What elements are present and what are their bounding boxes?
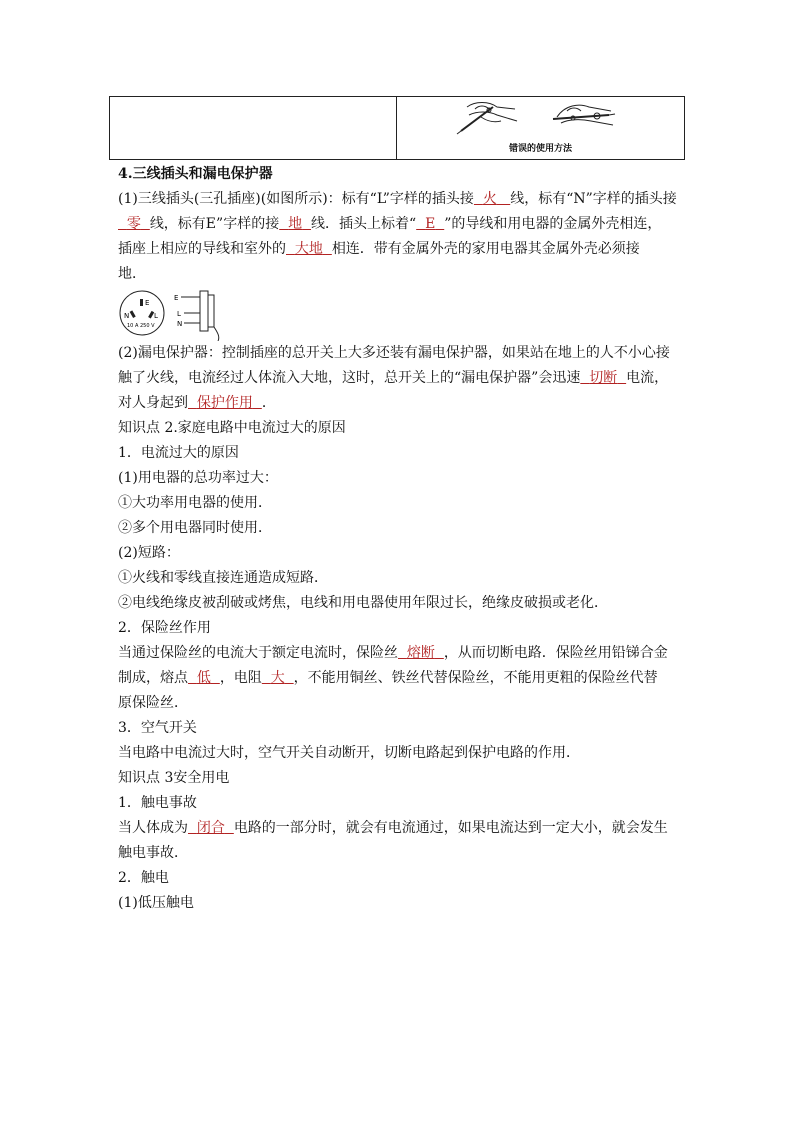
subheading: 3．空气开关 [118, 720, 197, 736]
answer-blank: 低 [196, 670, 211, 686]
socket-label-e: E [145, 299, 150, 307]
subheading: 1．触电事故 [118, 795, 197, 811]
paragraph-line: 对人身起到 保护作用 ． [118, 395, 276, 411]
paragraph-line: 当通过保险丝的电流大于额定电流时，保险丝 熔断 ，从而切断电路．保险丝用铅锑合金 [118, 645, 668, 661]
top-table [109, 96, 685, 160]
socket-label-l: L [154, 312, 158, 320]
paragraph-line: 原保险丝． [118, 695, 188, 711]
subheading: 2．触电 [118, 870, 169, 886]
paragraph-line: (2)漏电保护器：控制插座的总开关上大多还装有漏电保护器，如果站在地上的人不小心接 [118, 345, 670, 361]
paragraph-line: (1)用电器的总功率过大： [118, 470, 278, 486]
answer-blank: 地 [288, 216, 303, 232]
knowledge-point-heading: 知识点 2.家庭电路中电流过大的原因 [118, 420, 346, 436]
knowledge-point-heading: 知识点 3安全用电 [118, 770, 230, 786]
paragraph-line: (1)三线插头(三孔插座)(如图所示)：标有“L”字样的插头接 火 线，标有“N”字样的插头接 [118, 191, 677, 207]
section-title-three-wire-plug: 4.三线插头和漏电保护器 [118, 166, 273, 182]
paragraph-line: 插座上相应的导线和室外的 大地 相连．带有金属外壳的家用电器其金属外壳必须接 [118, 241, 640, 257]
list-item: ②电线绝缘皮被刮破或烤焦，电线和用电器使用年限过长，绝缘皮破损或老化． [118, 595, 608, 611]
answer-blank: 火 [482, 191, 497, 207]
answer-blank: 切断 [589, 370, 618, 386]
paragraph-line: 零 线，标有E”字样的接 地 线．插头上标着“ E ”的导线和用电器的金属外壳相连， [118, 212, 678, 237]
paragraph-line: 当人体成为 闭合 电路的一部分时，就会有电流通过，如果电流达到一定大小，就会发生 [118, 820, 668, 836]
subheading: 1．电流过大的原因 [118, 445, 239, 461]
content [118, 162, 678, 916]
paragraph-line: (1)低压触电 [118, 895, 194, 911]
wrong-usage-hands-illustration [397, 97, 685, 141]
answer-blank: 熔断 [406, 645, 435, 661]
answer-blank: 大 [270, 670, 285, 686]
paragraph-line: 当电路中电流过大时，空气开关自动断开，切断电路起到保护电路的作用． [118, 745, 580, 761]
answer-blank: 大地 [294, 241, 323, 257]
paragraph-line: (2)短路： [118, 545, 180, 561]
three-pin-socket-figure [118, 287, 678, 341]
list-item: ②多个用电器同时使用． [118, 520, 272, 536]
socket-rating: 10 A 250 V [127, 323, 155, 329]
plug-label-l: L [177, 310, 181, 318]
table-caption: 错误的使用方法 [508, 144, 572, 154]
list-item: ①大功率用电器的使用． [118, 495, 272, 511]
paragraph-line: 地． [118, 266, 146, 282]
answer-blank: 闭合 [196, 820, 225, 836]
plug-label-n: N [177, 320, 183, 328]
answer-blank: 保护作用 [196, 395, 253, 411]
paragraph-line: 制成，熔点 低 ，电阻 大 ，不能用铜丝、铁丝代替保险丝，不能用更粗的保险丝代替 [118, 670, 658, 686]
socket-label-n: N [124, 312, 130, 320]
table-cell-wrong-usage [397, 97, 684, 159]
paragraph-line: 触电事故． [118, 845, 188, 861]
answer-blank: E [425, 216, 436, 232]
subheading: 2．保险丝作用 [118, 620, 211, 636]
paragraph-line: 触了火线，电流经过人体流入大地，这时，总开关上的“漏电保护器”会迅速 切断 电流， [118, 370, 669, 386]
list-item: ①火线和零线直接连通造成短路． [118, 570, 328, 586]
answer-blank: 零 [126, 216, 141, 232]
plug-label-e: E [174, 294, 179, 302]
socket-and-plug-diagram [118, 287, 228, 341]
